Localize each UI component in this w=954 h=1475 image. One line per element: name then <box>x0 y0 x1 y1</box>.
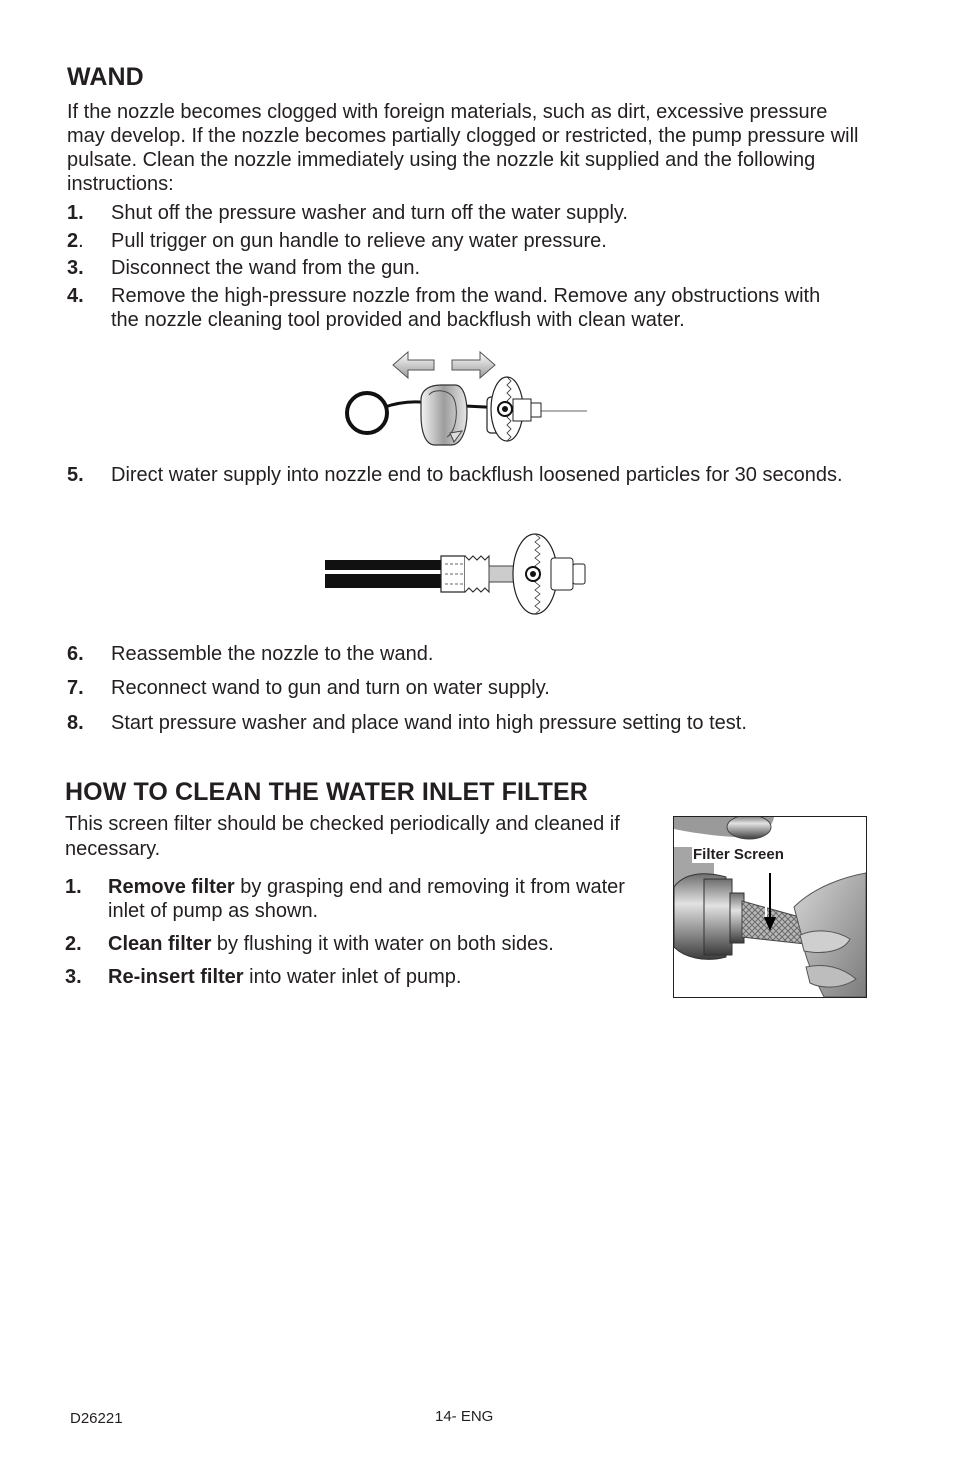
step-text: Start pressure washer and place wand into high pressure setting to test. <box>111 712 747 734</box>
wand-intro: If the nozzle becomes clogged with foreign materials, such as dirt, excessive pressure may develop. If the nozzle becomes partially clogged or restricted, the pump pressure will pulsate. Clean the nozzle immediately using the nozzle kit supplied and the following instructions: <box>67 101 859 195</box>
step-number: 6. <box>67 643 84 665</box>
filter-heading: HOW TO CLEAN THE WATER INLET FILTER <box>65 778 588 806</box>
step-number: 2. <box>67 230 84 252</box>
filter-intro: This screen filter should be checked periodically and cleaned if necessary. <box>65 813 620 860</box>
step-text: Shut off the pressure washer and turn off the water supply. <box>111 202 628 224</box>
right-arrow-icon <box>452 352 495 378</box>
step-text: Clean filter by flushing it with water on both sides. <box>108 933 554 955</box>
step-number: 3. <box>65 966 82 988</box>
step-number: 4. <box>67 285 84 307</box>
page-number: 14- ENG <box>435 1408 494 1425</box>
step-text: Pull trigger on gun handle to relieve any water pressure. <box>111 230 607 252</box>
step-number: 2. <box>65 933 82 955</box>
filter-photo <box>673 816 867 998</box>
nozzle-cleaning-illustration <box>335 345 595 457</box>
step-number: 3. <box>67 257 84 279</box>
backflush-illustration <box>323 530 593 620</box>
step-number: 1. <box>65 876 82 898</box>
step-number: 1. <box>67 202 84 224</box>
left-arrow-icon <box>393 352 434 378</box>
doc-id: D26221 <box>70 1410 123 1427</box>
wand-heading: WAND <box>67 63 144 91</box>
filter-photo-image <box>674 817 866 997</box>
step-text: Disconnect the wand from the gun. <box>111 257 421 279</box>
step-text: Re-insert filter into water inlet of pump. <box>108 966 462 988</box>
filter-screen-label: Filter Screen <box>693 846 784 863</box>
step-number: 7. <box>67 677 84 699</box>
step-text: Reconnect wand to gun and turn on water supply. <box>111 677 550 699</box>
step-text: Reassemble the nozzle to the wand. <box>111 643 434 665</box>
step-text: Direct water supply into nozzle end to backflush loosened particles for 30 seconds. <box>111 464 843 486</box>
step-number: 5. <box>67 464 84 486</box>
step-text: Remove the high-pressure nozzle from the wand. Remove any obstructions with the nozzle cleaning tool provided and backflush with clean water. <box>111 285 821 331</box>
step-number: 8. <box>67 712 84 734</box>
step-text: Remove filter by grasping end and removing it from water inlet of pump as shown. <box>108 876 625 922</box>
